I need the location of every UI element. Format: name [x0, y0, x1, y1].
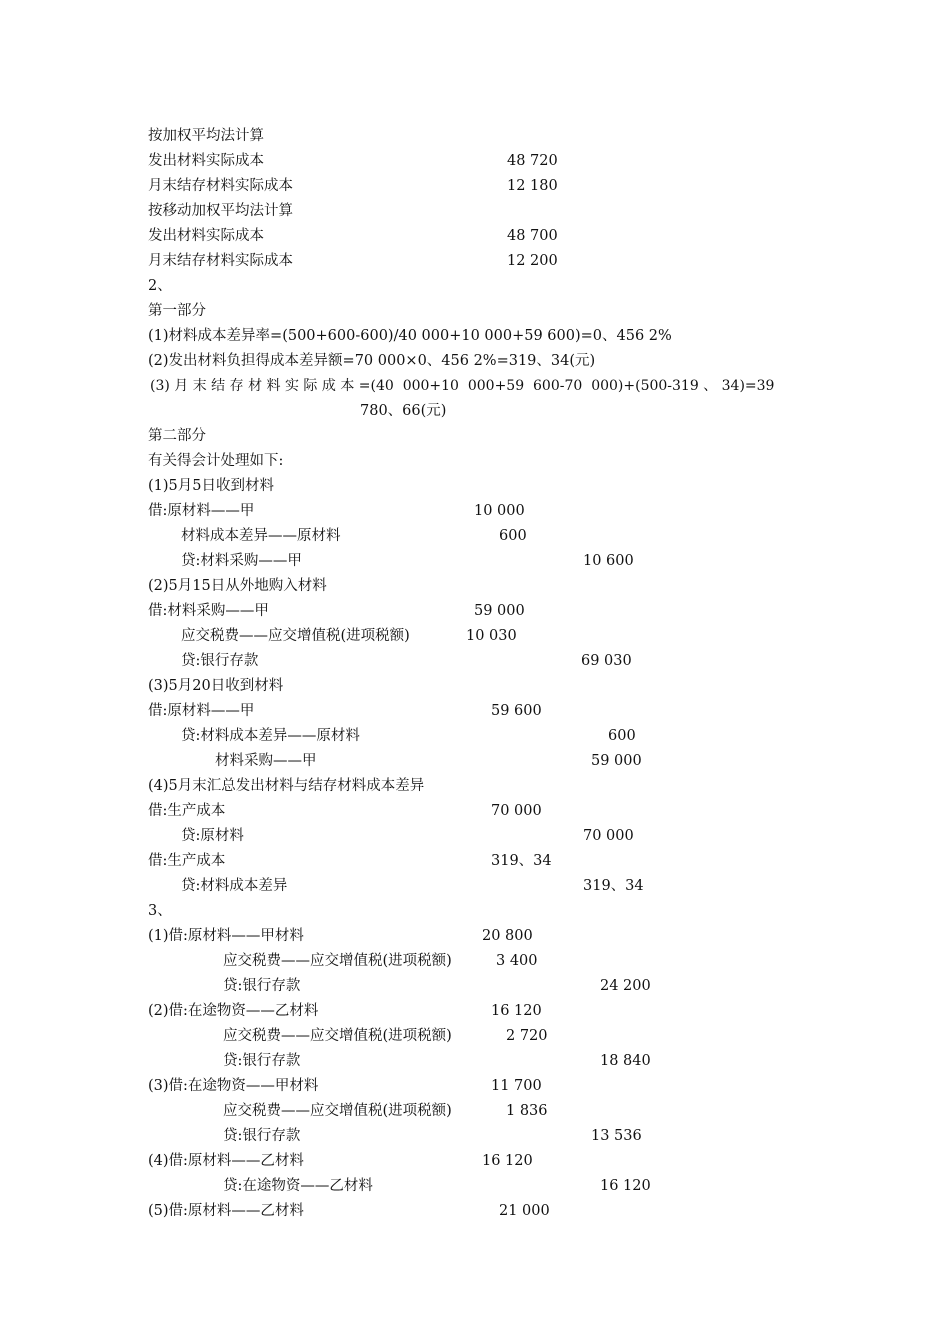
journal-line: 贷:银行存款 18 840	[148, 1049, 166, 1074]
credit-amount: 319、34	[583, 878, 644, 894]
journal-line: 借:生产成本 70 000	[148, 799, 166, 824]
journal-line: 借:材料采购——甲 59 000	[148, 599, 166, 624]
journal-line: 贷:原材料 70 000	[148, 824, 166, 849]
credit-amount: 59 000	[591, 753, 642, 769]
journal-line: (5)借:原材料——乙材料 21 000	[148, 1199, 166, 1224]
journal-line: 应交税费——应交增值税(进项税额) 1 836	[148, 1099, 166, 1124]
journal-line: 贷:材料成本差异 319、34	[148, 874, 166, 899]
debit-amount: 11 700	[491, 1078, 542, 1094]
debit-amount: 319、34	[491, 853, 552, 869]
wa-ending-row	[148, 174, 558, 199]
document-page: 按加权平均法计算 发出材料实际成本 48 720 月末结存材料实际成本 12 180 按移动加权平均法计算 发出材料实际成本 48 700 月末结存材料实际成本 12 200 2、 第一部分 (1)材料成本差异率=(500+600-600)/40 000+10 000+59 600)=0、456 2% (2)发出材料负担得成本差异额=70 000×0、456 2%=319、34(元) (3) 月 末 结 存 材 料 实 际 成 本 =(40 000+10 000+59 600-70 000)+(500-319 、 34)=39 780、66(元) 第二部分 有关得会计处理如下: (1)5月5日收到材料 借:原材料——甲 10 000 材料成本差异——原材料 600 贷:材料采购——甲 10 600 (2)5月15日从外地购入材料 借:材料采购——甲 59 000 应交税费——应交增值税(进项税额) 10 030 贷:银行存款 69 030 (3)5月20日收到材料 借:原材料——甲 59 600 贷:材料成本差异——原材料 600 材料采购——甲 59 000 (4)5月末汇总发出材料与结存材料成本差异 借:生产成本 70 000 贷:原材料 70 000 借:生产成本 319、34 贷:材料成本差异 319、34 3、 (1)借:原材料——甲材料 20 800 应交税费——应交增值税(进项税额) 3 400 贷:银行存款 24 200 (2)借:在途物资——乙材料 16 120 应交税费——应交增值税(进项税额) 2 720 贷:银行存款 18 840 (3)借:在途物资——甲材料 11 700 应交税费——应交增值税(进项税额) 1 836 贷:银行存款 13 536 (4)借:原材料——乙材料 16 120 贷:在途物资——乙材料 16 120 (5)借:原材料——乙材料 21 000	[0, 0, 950, 1344]
debit-amount: 20 800	[482, 928, 533, 944]
debit-amount: 59 600	[491, 703, 542, 719]
debit-amount: 10 000	[474, 503, 525, 519]
journal-line: 应交税费——应交增值税(进项税额) 10 030	[148, 624, 166, 649]
journal-line: (1)借:原材料——甲材料 20 800	[148, 924, 166, 949]
row-amount: 48 700	[507, 228, 558, 244]
debit-amount: 3 400	[496, 953, 538, 969]
journal-line: 材料成本差异——原材料 600	[148, 524, 166, 549]
credit-amount: 24 200	[600, 978, 651, 994]
ma-issued-row	[148, 224, 558, 249]
credit-amount: 600	[608, 728, 636, 744]
row-label: 月末结存材料实际成本	[148, 178, 293, 194]
journal-line: 贷:在途物资——乙材料 16 120	[148, 1174, 166, 1199]
journal-line: 贷:银行存款 69 030	[148, 649, 166, 674]
debit-amount: 59 000	[474, 603, 525, 619]
debit-amount: 16 120	[491, 1003, 542, 1019]
row-label: 月末结存材料实际成本	[148, 253, 293, 269]
row-amount: 12 180	[507, 178, 558, 194]
journal-line: (2)借:在途物资——乙材料 16 120	[148, 999, 166, 1024]
wa-issued-row	[148, 149, 558, 174]
debit-amount: 16 120	[482, 1153, 533, 1169]
row-amount: 48 720	[507, 153, 558, 169]
debit-amount: 10 030	[466, 628, 517, 644]
journal-line: 借:原材料——甲 59 600	[148, 699, 166, 724]
credit-amount: 16 120	[600, 1178, 651, 1194]
journal-line: (3)借:在途物资——甲材料 11 700	[148, 1074, 166, 1099]
journal-line: 贷:银行存款 13 536	[148, 1124, 166, 1149]
credit-amount: 10 600	[583, 553, 634, 569]
ma-ending-row	[148, 249, 558, 274]
journal-line: 贷:材料采购——甲 10 600	[148, 549, 166, 574]
row-label: 发出材料实际成本	[148, 228, 264, 244]
row-label: 发出材料实际成本	[148, 153, 264, 169]
debit-amount: 600	[499, 528, 527, 544]
row-amount: 12 200	[507, 253, 558, 269]
credit-amount: 70 000	[583, 828, 634, 844]
journal-line: (4)借:原材料——乙材料 16 120	[148, 1149, 166, 1174]
journal-line: 贷:材料成本差异——原材料 600	[148, 724, 166, 749]
journal-line: 应交税费——应交增值税(进项税额) 2 720	[148, 1024, 166, 1049]
journal-line: 借:生产成本 319、34	[148, 849, 166, 874]
credit-amount: 13 536	[591, 1128, 642, 1144]
debit-amount: 2 720	[506, 1028, 548, 1044]
journal-line: 贷:银行存款 24 200	[148, 974, 166, 999]
debit-amount: 70 000	[491, 803, 542, 819]
credit-amount: 69 030	[581, 653, 632, 669]
credit-amount: 18 840	[600, 1053, 651, 1069]
journal-line: 材料采购——甲 59 000	[148, 749, 166, 774]
debit-amount: 1 836	[506, 1103, 548, 1119]
journal-line: 应交税费——应交增值税(进项税额) 3 400	[148, 949, 166, 974]
debit-amount: 21 000	[499, 1203, 550, 1219]
journal-line: 借:原材料——甲 10 000	[148, 499, 166, 524]
